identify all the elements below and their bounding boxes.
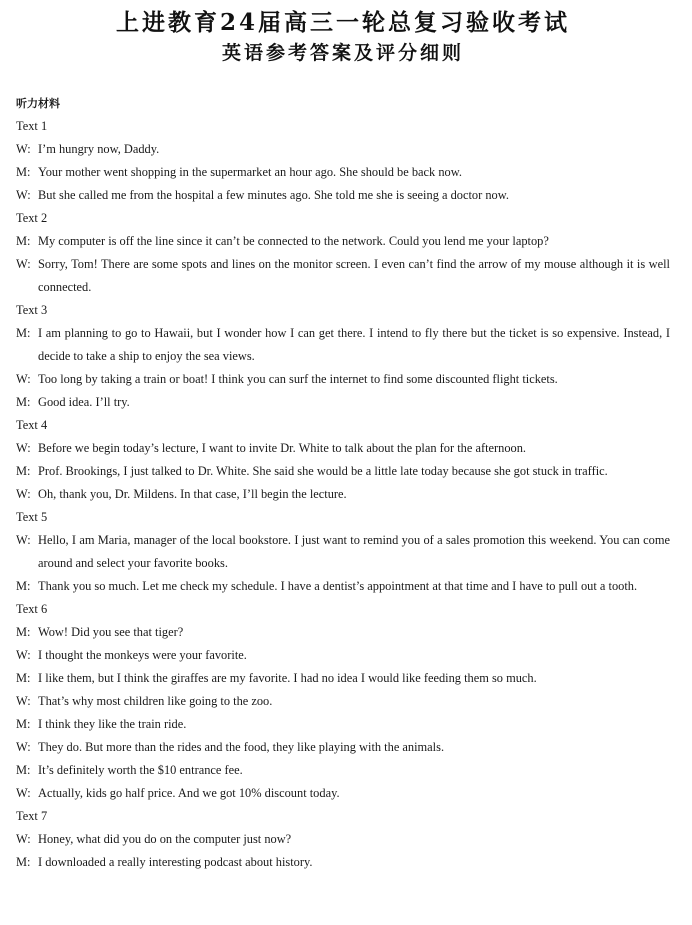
speaker-label [16,575,32,598]
speaker-separator: : [27,579,31,593]
speaker-separator: : [27,487,31,501]
dialogue-text: Oh, thank you, Dr. Mildens. In that case, I’ll begin the lecture. [38,487,347,501]
speaker-label [16,851,32,874]
speaker-separator: : [27,740,31,754]
dialogue-line [16,782,670,805]
speaker-separator: : [27,694,31,708]
text-heading: Text 7 [16,809,48,823]
speaker-separator: : [27,372,31,386]
speaker-separator: : [27,142,31,156]
dialogue-text: It’s definitely worth the $10 entrance fee. [38,763,243,777]
speaker-label [16,529,33,552]
dialogue-line [16,161,670,184]
speaker-label [16,713,32,736]
speaker-label [16,621,32,644]
dialogue-text: Good idea. I’ll try. [38,395,130,409]
speaker-label [16,138,33,161]
text-block [16,207,670,299]
dialogue-text: Honey, what did you do on the computer just now? [38,832,292,846]
dialogue-line [16,713,670,736]
dialogue-line [16,230,670,253]
dialogue-text: Prof. Brookings, I just talked to Dr. White. She said she would be a little late today because she got stuck in traffic. [38,464,608,478]
speaker-label [16,230,32,253]
speaker-label [16,736,33,759]
speaker-separator: : [27,441,31,455]
dialogue-text: Wow! Did you see that tiger? [38,625,184,639]
dialogue-line [16,851,670,874]
speaker-label [16,667,32,690]
dialogue-line [16,322,670,368]
text-block [16,805,670,874]
speaker-separator: : [27,188,31,202]
speaker-separator: : [27,257,31,271]
speaker-initial: M [16,763,28,777]
dialogue-line [16,759,670,782]
text-block [16,598,670,805]
speaker-label [16,759,32,782]
speaker-label [16,690,33,713]
dialogue-line [16,138,670,161]
speaker-initial: W [16,832,28,846]
text-block [16,506,670,598]
speaker-separator: : [27,832,31,846]
speaker-label [16,322,32,345]
speaker-label [16,828,33,851]
speaker-initial: M [16,717,28,731]
text-heading: Text 2 [16,211,48,225]
dialogue-text: Hello, I am Maria, manager of the local bookstore. I just want to remind you of a sales promotion this weekend. You can come around and select your favorite books. [38,533,670,570]
speaker-separator: : [27,625,31,639]
text-block [16,414,670,506]
speaker-separator: : [27,786,31,800]
speaker-initial: M [16,625,28,639]
dialogue-text: I think they like the train ride. [38,717,187,731]
speaker-initial: W [16,257,28,271]
dialogue-text: I’m hungry now, Daddy. [38,142,160,156]
speaker-initial: W [16,441,28,455]
dialogue-text: Before we begin today’s lecture, I want to invite Dr. White to talk about the plan for the afternoon. [38,441,527,455]
text-block [16,115,670,207]
speaker-initial: W [16,188,28,202]
dialogue-line [16,575,670,598]
speaker-separator: : [27,533,31,547]
text-heading: Text 1 [16,119,48,133]
answer-key-subtitle: 英语参考答案及评分细则 [221,42,464,64]
speaker-initial: M [16,234,28,248]
speaker-initial: W [16,142,28,156]
speaker-initial: W [16,487,28,501]
dialogue-line [16,437,670,460]
speaker-label [16,184,33,207]
speaker-initial: W [16,533,28,547]
text-block [16,299,670,414]
speaker-separator: : [27,464,31,478]
dialogue-text: I am planning to go to Hawaii, but I wonder how I can get there. I intend to fly there but the ticket is so expensive. Instead, I decide to take a ship to enjoy the sea views. [38,326,670,363]
speaker-label [16,483,33,506]
listening-material-label: 听力材料 [16,97,60,110]
dialogue-line [16,621,670,644]
dialogue-text: Your mother went shopping in the supermarket an hour ago. She should be back now. [38,165,462,179]
speaker-label [16,644,33,667]
speaker-separator: : [27,717,31,731]
speaker-initial: M [16,165,28,179]
dialogue-text: I downloaded a really interesting podcast about history. [38,855,313,869]
speaker-separator: : [27,326,31,340]
speaker-separator: : [27,395,31,409]
dialogue-line [16,460,670,483]
dialogue-line [16,253,670,299]
dialogue-line [16,184,670,207]
speaker-separator: : [27,671,31,685]
speaker-initial: M [16,855,28,869]
dialogue-text: I thought the monkeys were your favorite. [38,648,247,662]
dialogue-line [16,828,670,851]
speaker-initial: W [16,694,28,708]
speaker-initial: W [16,786,28,800]
speaker-separator: : [27,648,31,662]
text-heading: Text 3 [16,303,48,317]
dialogue-text: Sorry, Tom! There are some spots and lines on the monitor screen. I even can’t find the arrow of my mouse although it is well connected. [38,257,670,294]
listening-transcript [16,115,670,874]
speaker-initial: M [16,326,28,340]
dialogue-line [16,368,670,391]
text-heading: Text 4 [16,418,48,432]
dialogue-text: My computer is off the line since it can’t be connected to the network. Could you lend me your laptop? [38,234,549,248]
speaker-label [16,437,33,460]
dialogue-line [16,391,670,414]
dialogue-line [16,483,670,506]
speaker-initial: M [16,671,28,685]
speaker-initial: M [16,395,28,409]
dialogue-text: Too long by taking a train or boat! I think you can surf the internet to find some discounted flight tickets. [38,372,558,386]
dialogue-line [16,667,670,690]
speaker-label [16,391,32,414]
dialogue-text: That’s why most children like going to the zoo. [38,694,273,708]
dialogue-text: Actually, kids go half price. And we got 10% discount today. [38,786,340,800]
dialogue-line [16,644,670,667]
dialogue-text: I like them, but I think the giraffes are my favorite. I had no idea I would like feeding them so much. [38,671,537,685]
text-heading: Text 6 [16,602,48,616]
speaker-initial: M [16,579,28,593]
speaker-label [16,161,32,184]
text-heading: Text 5 [16,510,48,524]
speaker-initial: W [16,648,28,662]
exam-title: 上进教育24届高三一轮总复习验收考试 [115,9,570,36]
speaker-initial: W [16,740,28,754]
speaker-separator: : [27,234,31,248]
speaker-label [16,368,33,391]
speaker-separator: : [27,763,31,777]
speaker-label [16,460,32,483]
dialogue-text: But she called me from the hospital a few minutes ago. She told me she is seeing a doctor now. [38,188,509,202]
dialogue-line [16,529,670,575]
speaker-initial: W [16,372,28,386]
speaker-label [16,253,33,276]
dialogue-line [16,690,670,713]
speaker-label [16,782,33,805]
speaker-separator: : [27,855,31,869]
dialogue-line [16,736,670,759]
dialogue-text: They do. But more than the rides and the food, they like playing with the animals. [38,740,445,754]
speaker-initial: M [16,464,28,478]
dialogue-text: Thank you so much. Let me check my schedule. I have a dentist’s appointment at that time and I have to pull out a tooth. [38,579,638,593]
speaker-separator: : [27,165,31,179]
